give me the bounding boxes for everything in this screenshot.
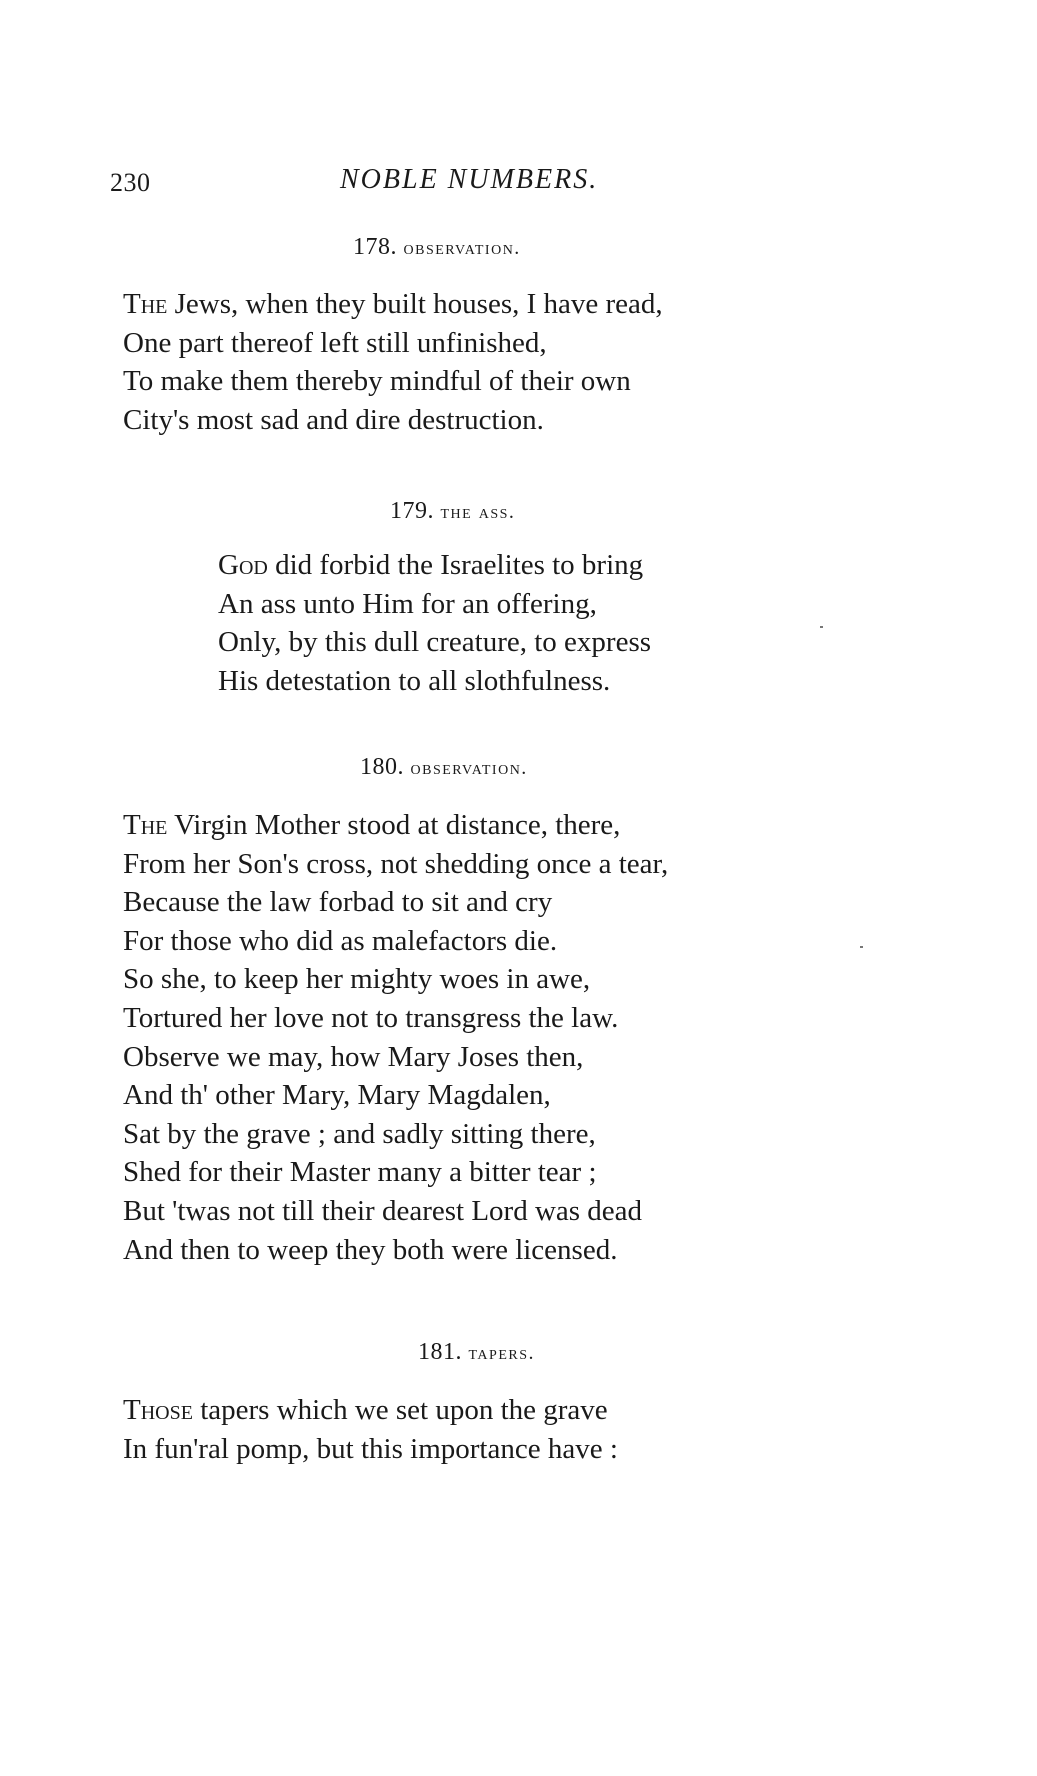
poem-number: 180. <box>360 754 404 780</box>
poem-title-179 <box>390 498 515 525</box>
verse-line: But 'twas not till their dearest Lord was dead <box>123 1194 643 1227</box>
page-number: 230 <box>110 168 151 197</box>
verse-line: And then to weep they both were licensed. <box>123 1233 618 1266</box>
verse-line: From her Son's cross, not shedding once a tear, <box>123 847 669 880</box>
verse-line: Those tapers which we set upon the grave <box>123 1394 608 1426</box>
poem-178-text <box>123 285 663 439</box>
poem-name: tapers. <box>468 1342 536 1364</box>
scan-speck <box>820 626 823 628</box>
verse-initial: The <box>123 809 168 841</box>
poem-number: 178. <box>353 234 397 260</box>
verse-line: Sat by the grave ; and sadly sitting there, <box>123 1117 596 1150</box>
scan-speck <box>860 946 863 948</box>
verse-line: Because the law forbad to sit and cry <box>123 886 553 919</box>
poem-number: 181. <box>418 1339 462 1365</box>
verse-line: In fun'ral pomp, but this importance have : <box>123 1432 618 1465</box>
verse-initial: God <box>218 549 268 581</box>
poem-179-text <box>218 546 651 700</box>
verse-initial: The <box>123 288 168 320</box>
verse-line: The Virgin Mother stood at distance, there, <box>123 809 621 841</box>
poem-180-text <box>123 806 668 1269</box>
poem-number: 179. <box>390 498 434 524</box>
verse-line: Shed for their Master many a bitter tear ; <box>123 1156 597 1189</box>
poem-title-178 <box>353 234 521 261</box>
verse-line: His detestation to all slothfulness. <box>218 664 611 697</box>
verse-initial: Those <box>123 1394 193 1426</box>
verse-line: God did forbid the Israelites to bring <box>218 549 644 581</box>
verse-line: And th' other Mary, Mary Magdalen, <box>123 1079 551 1112</box>
verse-line: Tortured her love not to transgress the law. <box>123 1001 619 1034</box>
poem-title-181 <box>418 1339 535 1366</box>
verse-line: One part thereof left still unfinished, <box>123 326 547 359</box>
poem-181-text <box>123 1391 618 1468</box>
poem-name: observation. <box>410 757 528 779</box>
verse-line: So she, to keep her mighty woes in awe, <box>123 963 591 996</box>
verse-line: An ass unto Him for an offering, <box>218 587 597 620</box>
verse-line: To make them thereby mindful of their own <box>123 365 631 398</box>
poem-title-180 <box>360 754 528 781</box>
poem-name: observation. <box>403 237 521 259</box>
verse-line: The Jews, when they built houses, I have read, <box>123 288 663 320</box>
verse-line: City's most sad and dire destruction. <box>123 403 544 436</box>
running-title: NOBLE NUMBERS. <box>340 164 599 195</box>
verse-line: Observe we may, how Mary Joses then, <box>123 1040 584 1073</box>
verse-line: Only, by this dull creature, to express <box>218 626 652 659</box>
poem-name: the ass. <box>440 501 516 523</box>
verse-line: For those who did as malefactors die. <box>123 924 558 957</box>
